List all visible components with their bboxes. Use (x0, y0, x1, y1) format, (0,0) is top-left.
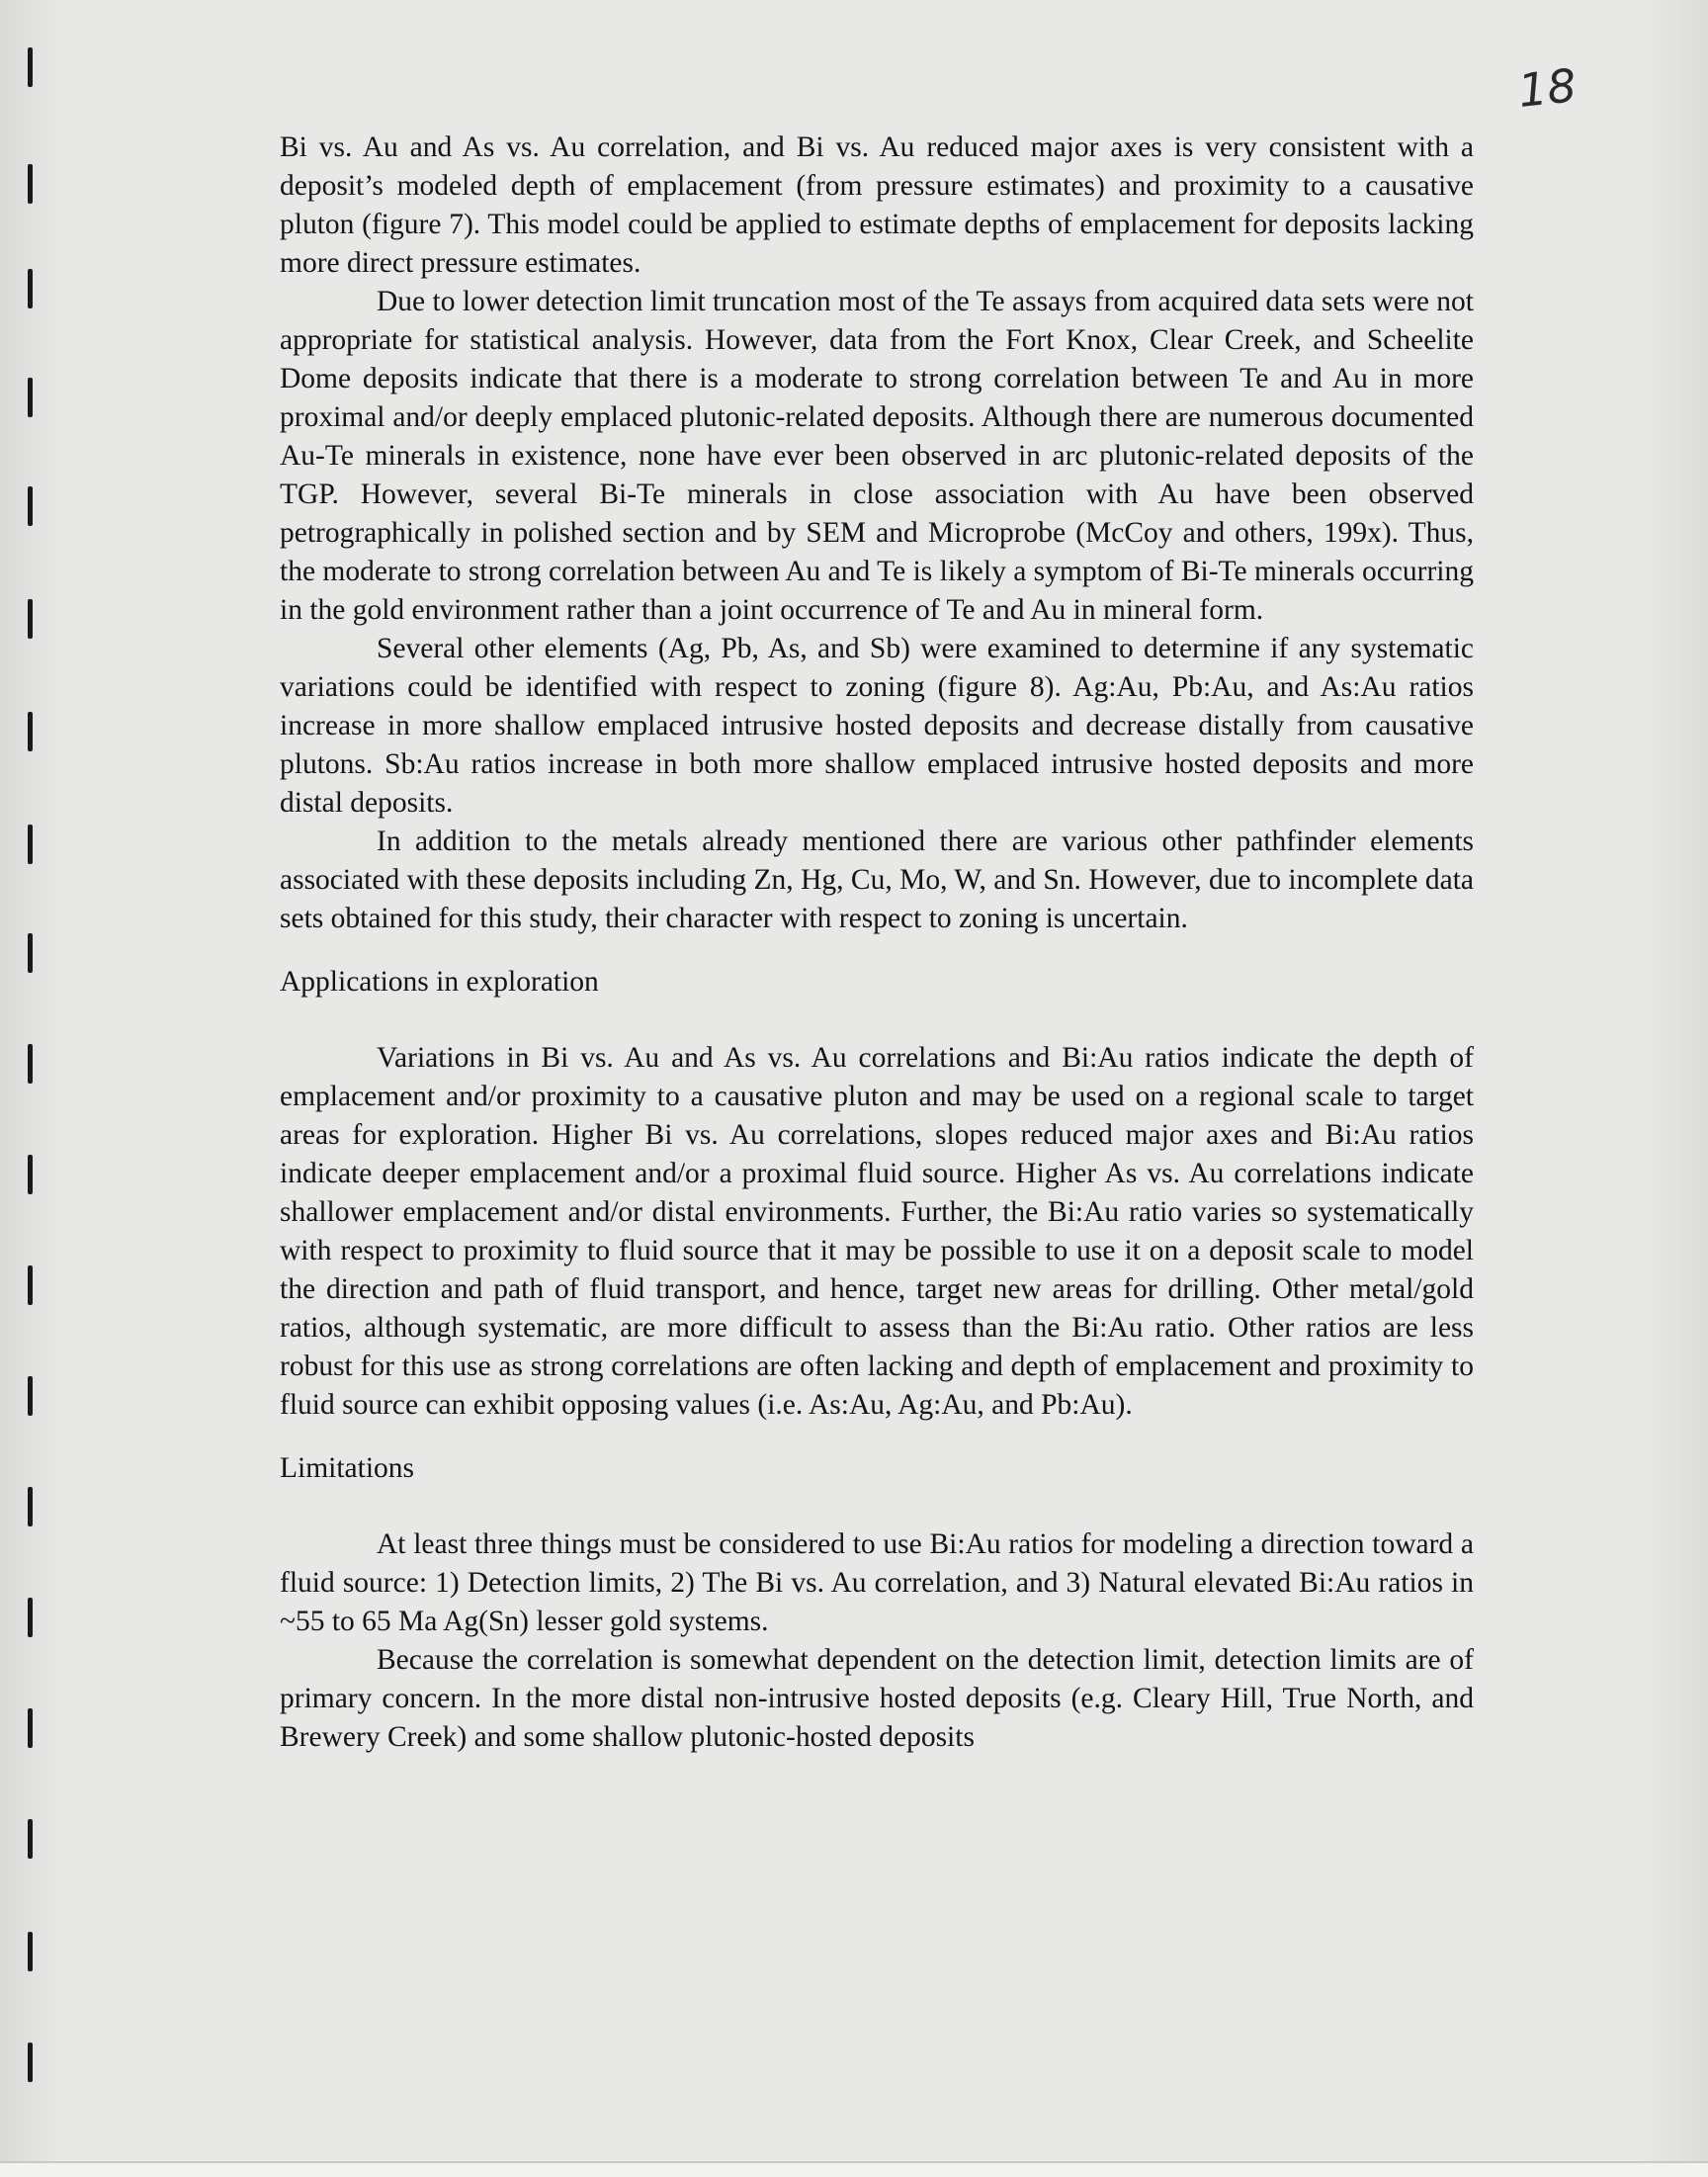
paragraph: In addition to the metals already mentioned there are various other pathfinder elements associated with these deposits including Zn, Hg, Cu, Mo, W, and Sn. However, due to incomplete data sets obtained for this study, their character with respect to zoning is uncertain. (280, 826, 1474, 934)
binding-mark (28, 1487, 33, 1526)
paragraph: At least three things must be considered to use Bi:Au ratios for modeling a direction toward a fluid source: 1) Detection limits, 2) The Bi vs. Au correlation, and 3) Natural elevated Bi:Au ratios in ~55 to 65 Ma Ag(Sn) lesser gold systems. (280, 1528, 1474, 1637)
binding-mark (28, 1819, 33, 1859)
binding-mark (28, 825, 33, 864)
document-body (280, 129, 1474, 1757)
paragraph: Several other elements (Ag, Pb, As, and Sb) were examined to determine if any systematic variations could be identified with respect to zoning (figure 8). Ag:Au, Pb:Au, and As:Au ratios increase in more shallow emplaced intrusive hosted deposits and decrease distally from causative plutons. Sb:Au ratios increase in both more shallow emplaced intrusive hosted deposits and more distal deposits. (280, 633, 1474, 819)
binding-mark (28, 164, 33, 204)
binding-mark (28, 1155, 33, 1194)
binding-mark (28, 933, 33, 973)
spacer (280, 938, 1474, 963)
binding-mark (28, 47, 33, 87)
binding-mark (28, 1044, 33, 1084)
spacer (280, 1425, 1474, 1449)
binding-mark (28, 1932, 33, 1971)
section-heading-limitations: Limitations (280, 1452, 415, 1484)
handwritten-page-number: 18 (1515, 58, 1580, 118)
paragraph: Due to lower detection limit truncation most of the Te assays from acquired data sets were not appropriate for statistical analysis. However, data from the Fort Knox, Clear Creek, and Scheelite Dome deposits indicate that there is a moderate to strong correlation between Te and Au in more proximal and/or deeply emplaced plutonic-related deposits. Although there are numerous documented Au-Te minerals in existence, none have ever been observed in arc plutonic-related deposits of the TGP. However, several Bi-Te minerals in close association with Au have been observed petrographically in polished section and by SEM and Microprobe (McCoy and others, 199x). Thus, the moderate to strong correlation between Au and Te is likely a symptom of Bi-Te minerals occurring in the gold environment rather than a joint occurrence of Te and Au in mineral form. (280, 286, 1474, 626)
binding-mark (28, 1265, 33, 1305)
binding-mark (28, 599, 33, 639)
binding-mark (28, 2043, 33, 2082)
binding-mark (28, 378, 33, 417)
binding-mark (28, 712, 33, 751)
paragraph: Variations in Bi vs. Au and As vs. Au correlations and Bi:Au ratios indicate the depth of emplacement and/or proximity to a causative pluton and may be used on a regional scale to target areas for exploration. Higher Bi vs. Au correlations, slopes reduced major axes and Bi:Au ratios indicate deeper emplacement and/or a proximal fluid source. Higher As vs. Au correlations indicate shallower emplacement and/or distal environments. Further, the Bi:Au ratio varies so systematically with respect to proximity to fluid source that it may be possible to use it on a deposit scale to model the direction and path of fluid transport, and hence, target new areas for drilling. Other metal/gold ratios, although systematic, are more difficult to assess than the Bi:Au ratio. Other ratios are less robust for this use as strong correlations are often lacking and depth of emplacement and proximity to fluid source can exhibit opposing values (i.e. As:Au, Ag:Au, and Pb:Au). (280, 1042, 1474, 1421)
section-heading-applications: Applications in exploration (280, 966, 599, 998)
binding-mark (28, 1708, 33, 1748)
binding-mark (28, 1376, 33, 1416)
paragraph: Bi vs. Au and As vs. Au correlation, and Bi vs. Au reduced major axes is very consistent with a deposit’s modeled depth of emplacement (from pressure estimates) and proximity to a causative pluton (figure 7). This model could be applied to estimate depths of emplacement for deposits lacking more direct pressure estimates. (280, 131, 1474, 279)
spacer (280, 1488, 1474, 1525)
paragraph: Because the correlation is somewhat dependent on the detection limit, detection limits are of primary concern. In the more distal non-intrusive hosted deposits (e.g. Cleary Hill, True North, and Brewery Creek) and some shallow plutonic-hosted deposits (280, 1644, 1474, 1753)
binding-mark (28, 486, 33, 526)
spacer (280, 1001, 1474, 1039)
binding-mark (28, 1598, 33, 1637)
binding-mark (28, 269, 33, 308)
